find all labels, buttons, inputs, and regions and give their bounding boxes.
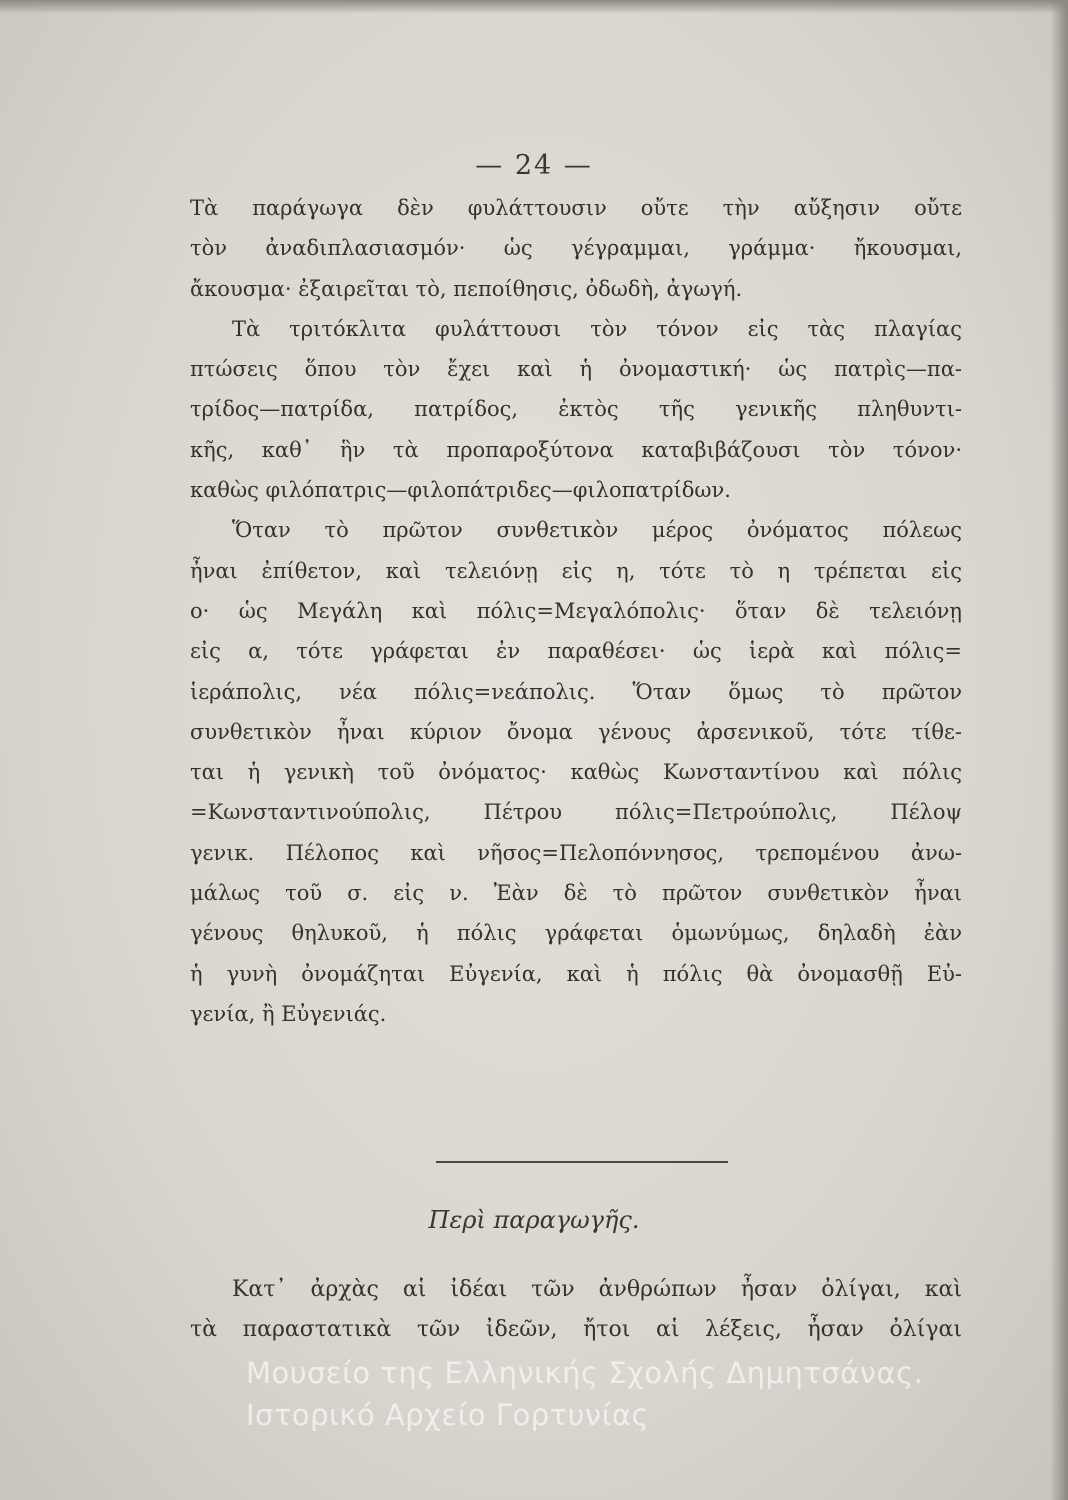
text-line: τὰ παραστατικὰ τῶν ἰδεῶν, ἤτοι αἱ λέξεις, ἦσαν ὀλίγαι xyxy=(190,1317,962,1343)
text-line: Ὅταν τὸ πρῶτον συνθετικὸν μέρος ὀνόματος πόλεως xyxy=(232,518,962,543)
text-line: μάλως τοῦ σ. εἰς ν. Ἐὰν δὲ τὸ πρῶτον συνθετικὸν ἦναι xyxy=(190,881,962,906)
text-line: γενία, ἢ Εὐγενιάς. xyxy=(190,1001,387,1026)
section-text xyxy=(190,1268,962,1349)
text-line: ο· ὡς Μεγάλη καὶ πόλις=Μεγαλόπολις· ὅταν δὲ τελειόνῃ xyxy=(190,598,962,623)
text-line: τρίδος—πατρίδα, πατρίδος, ἐκτὸς τῆς γενικῆς πληθυντι- xyxy=(190,397,962,422)
section-divider xyxy=(436,1161,728,1163)
text-line: γενικ. Πέλοπος καὶ νῆσος=Πελοπόννησος, τρεπομένου ἀνω- xyxy=(190,840,962,865)
text-line: ἡ γυνὴ ὀνομάζηται Εὐγενία, καὶ ἡ πόλις θὰ ὀνομασθῇ Εὐ- xyxy=(190,961,962,986)
text-line: συνθετικὸν ἦναι κύριον ὄνομα γένους ἀρσενικοῦ, τότε τίθε- xyxy=(190,719,962,744)
text-line: γένους θηλυκοῦ, ἡ πόλις γράφεται ὁμωνύμως, δηλαδὴ ἐὰν xyxy=(190,921,962,946)
body-text xyxy=(190,188,962,1034)
text-line: καθὼς φιλόπατρις—φιλοπάτριδες—φιλοπατρίδων. xyxy=(190,478,731,503)
text-line: =Κωνσταντινούπολις, Πέτρου πόλις=Πετρούπολις, Πέλοψ xyxy=(190,800,962,825)
text-line: ται ἡ γενικὴ τοῦ ὀνόματος· καθὼς Κωνσταντίνου καὶ πόλις xyxy=(190,760,962,785)
text-line: εἰς α, τότε γράφεται ἐν παραθέσει· ὡς ἱερὰ καὶ πόλις= xyxy=(190,639,962,664)
text-line: Κατ᾽ ἀρχὰς αἱ ἰδέαι τῶν ἀνθρώπων ἦσαν ὀλίγαι, καὶ xyxy=(232,1277,962,1302)
scan-top-edge xyxy=(0,0,1068,14)
page-number: — 24 — xyxy=(475,150,593,181)
text-line: κῆς, καθ᾽ ἣν τὰ προπαροξύτονα καταβιβάζουσι τὸν τόνον· xyxy=(190,437,962,462)
text-line: ἄκουσμα· ἐξαιρεῖται τὸ, πεποίθησις, ὀδωδὴ, ἀγωγή. xyxy=(190,276,743,301)
text-line: Τὰ τριτόκλιτα φυλάττουσι τὸν τόνον εἰς τὰς πλαγίας xyxy=(232,316,962,341)
section-heading: Περὶ παραγωγῆς. xyxy=(428,1206,640,1234)
watermark-line: Ιστορικό Αρχείο Γορτυνίας xyxy=(246,1398,650,1432)
archive-watermark xyxy=(246,1352,923,1436)
watermark-line: Μουσείο της Ελληνικής Σχολής Δημητσάνας. xyxy=(246,1356,924,1390)
text-line: πτώσεις ὅπου τὸν ἔχει καὶ ἡ ὀνομαστική· ὡς πατρὶς—πα- xyxy=(190,357,962,382)
text-line: ἦναι ἐπίθετον, καὶ τελειόνῃ εἰς η, τότε τὸ η τρέπεται εἰς xyxy=(190,558,962,583)
scan-right-edge xyxy=(1050,0,1068,1500)
text-line: Τὰ παράγωγα δὲν φυλάττουσιν οὔτε τὴν αὔξησιν οὔτε xyxy=(190,196,962,220)
text-line: τὸν ἀναδιπλασιασμόν· ὡς γέγραμμαι, γράμμα· ἤκουσμαι, xyxy=(190,236,962,261)
text-line: ἱεράπολις, νέα πόλις=νεάπολις. Ὅταν ὅμως τὸ πρῶτον xyxy=(190,679,962,704)
